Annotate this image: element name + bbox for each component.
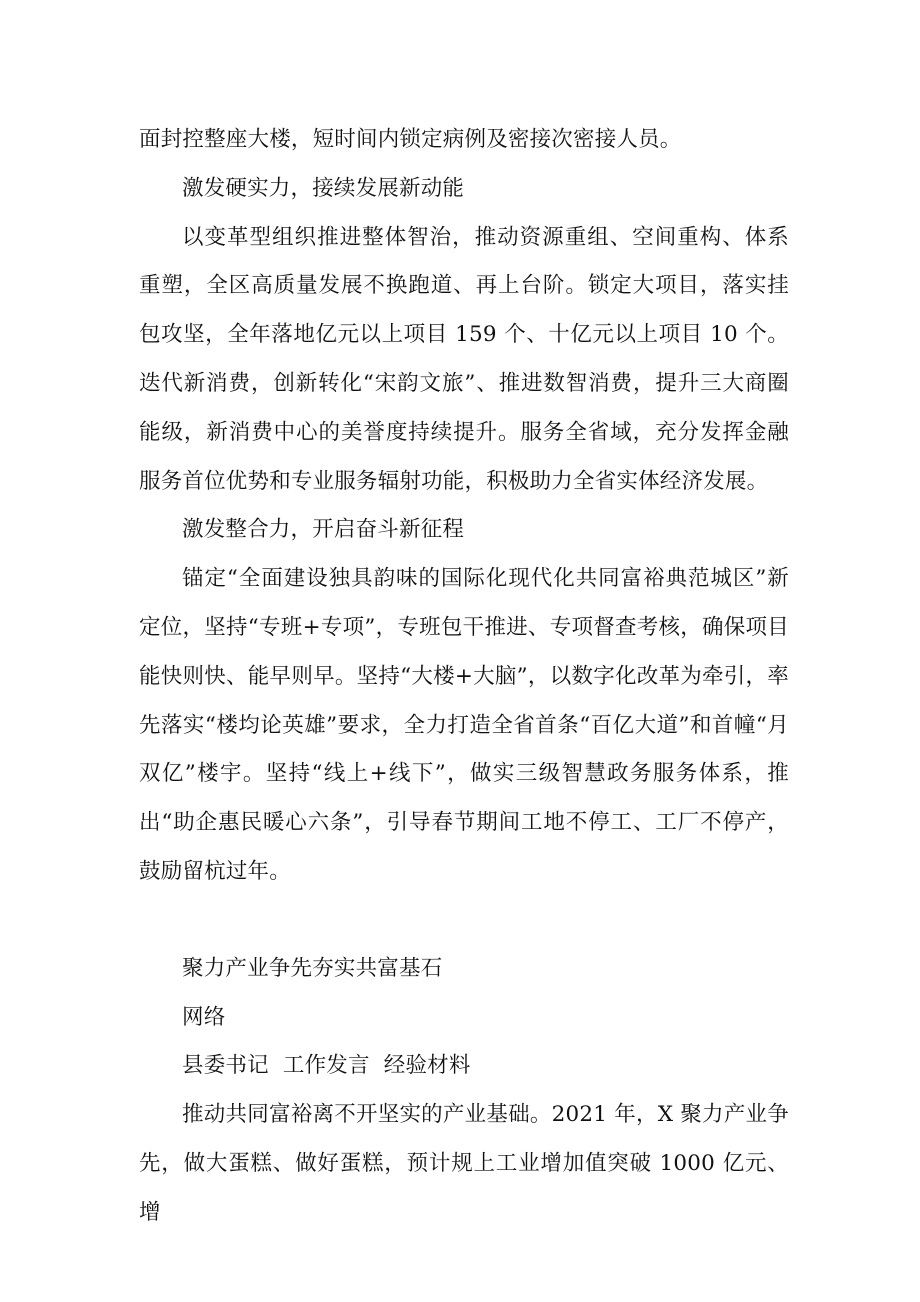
article-tags: 县委书记 工作发言 经验材料 [182, 1053, 471, 1079]
article-title: 聚力产业争先夯实共富基石 [182, 955, 443, 981]
article-source: 网络 [182, 1004, 226, 1030]
document-body [139, 116, 789, 1238]
paragraph-continuation: 面封控整座大楼，短时间内锁定病例及密接次密接人员。 [139, 127, 682, 152]
paragraph-integration: 锚定“全面建设独具韵味的国际化现代化共同富裕典范城区”新定位，坚持“专班+专项”，专班包干推进、专项督查考核，确保项目能快则快、能早则早。坚持“大楼+大脑”，以数字化改革为牵引，率先落实“楼均论英雄”要求，全力打造全省首条“百亿大道”和首幢“月双亿”楼宇。坚持“线上+线下”，做实三级智慧政务服务体系，推出“助企惠民暖心六条”，引导春节期间工地不停工、工厂不停产，鼓励留杭过年。 [139, 566, 789, 884]
paragraph-hard-power: 以变革型组织推进整体智治，推动资源重组、空间重构、体系重塑，全区高质量发展不换跑道、再上台阶。锁定大项目，落实挂包攻坚，全年落地亿元以上项目 159 个、十亿元以上项目 10 个。迭代新消费，创新转化“宋韵文旅”、推进数智消费，提升三大商圈能级，新消费中心的美誉度持续提升。服务全省域，充分发挥金融服务首位优势和专业服务辐射功能，积极助力全省实体经济发展。 [139, 224, 789, 494]
section-heading-integration: 激发整合力，开启奋斗新征程 [182, 517, 465, 543]
section-heading-hard-power: 激发硬实力，接续发展新动能 [182, 175, 465, 201]
blank-line [139, 897, 789, 945]
paragraph-industry: 推动共同富裕离不开坚实的产业基础。2021 年，X 聚力产业争先，做大蛋糕、做好蛋糕，预计规上工业增加值突破 1000 亿元、增 [139, 1102, 789, 1225]
